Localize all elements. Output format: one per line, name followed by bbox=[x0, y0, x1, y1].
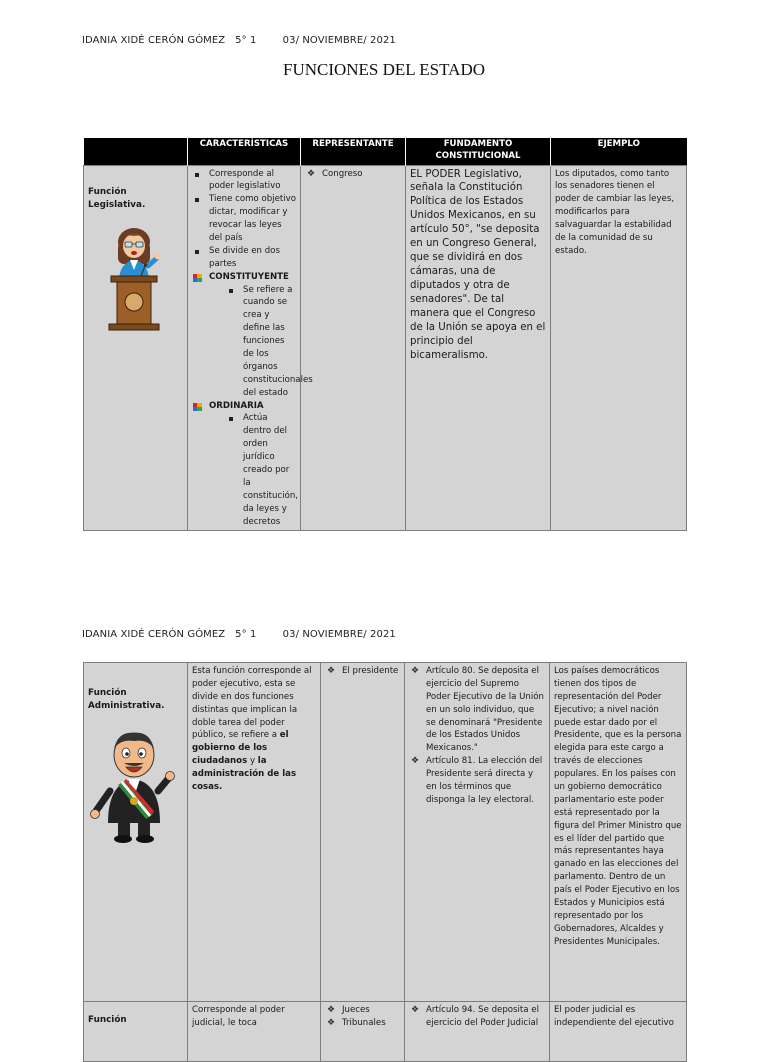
speaker-podium-illustration bbox=[101, 222, 171, 340]
caracteristicas-emphasis: la administración de las cosas. bbox=[192, 756, 297, 793]
caracteristicas-text: Corresponde al poder judicial, le toca bbox=[192, 1005, 285, 1028]
list-item: Actúa dentro del orden jurídico creado por la constitución, da leyes y decretos bbox=[226, 412, 296, 528]
caracteristicas-text: Esta función corresponde al poder ejecutivo, esta se divide en dos funciones distintas que implican la doble tarea del poder público, se refiere a bbox=[192, 666, 312, 741]
ejemplo-text: Los diputados, como tanto los senadores tienen el poder de cambiar las leyes, modificarlos para salvaguardar la estabilidad de la comunidad de su estado. bbox=[555, 168, 675, 256]
ejemplo-cell-administrativa bbox=[550, 663, 687, 1002]
student-group: 5° 1 bbox=[235, 629, 257, 640]
president-illustration bbox=[88, 725, 184, 845]
representante-cell-judicial bbox=[321, 1002, 405, 1062]
list-item: Corresponde al poder legislativo bbox=[192, 168, 296, 194]
table-row-administrativa bbox=[84, 663, 687, 1002]
functions-table-1 bbox=[83, 138, 687, 531]
list-item: ❖ Artículo 81. La elección del Presidente será directa y en los términos que disponga la ley electoral. bbox=[409, 755, 545, 807]
functions-table-2 bbox=[83, 662, 687, 1062]
representante-list bbox=[325, 665, 400, 678]
fundamento-list bbox=[409, 665, 545, 807]
representante-list bbox=[325, 1004, 400, 1030]
page-title: FUNCIONES DEL ESTADO bbox=[282, 60, 485, 79]
author-name: IDANIA XIDÉ CERÓN GÓMEZ bbox=[82, 629, 226, 640]
function-cell-legislativa bbox=[84, 165, 188, 531]
caracteristicas-cell-legislativa bbox=[188, 165, 313, 531]
document-date: 03/ NOVIEMBRE/ 2021 bbox=[282, 35, 396, 46]
caracteristicas-cell-judicial bbox=[188, 1002, 321, 1062]
list-item: ❖ Jueces bbox=[325, 1004, 400, 1017]
document-date: 03/ NOVIEMBRE/ 2021 bbox=[282, 629, 396, 640]
table-row-legislativa bbox=[84, 165, 687, 531]
header-cell-representante: REPRESENTANTE bbox=[301, 138, 406, 165]
ejemplo-cell-judicial bbox=[550, 1002, 687, 1062]
representante-cell-administrativa bbox=[321, 663, 405, 1002]
list-item: Tiene como objetivo dictar, modificar y revocar las leyes del país bbox=[192, 193, 296, 245]
fundamento-cell-judicial bbox=[405, 1002, 550, 1062]
table-row-judicial bbox=[84, 1002, 687, 1062]
header-cell-fundamento: FUNDAMENTO CONSTITUCIONAL bbox=[406, 138, 551, 165]
fundamento-text: EL PODER Legislativo, señala la Constitución Política de los Estados Unidos Mexicanos, en su artículo 50°, "se deposita en un Congreso General, que se dividirá en dos cámaras, una de diputados y otra de senadores". De tal manera que el Congreso de la Unión se apoya en el principio del bicameralismo. bbox=[410, 168, 546, 362]
subsection-label: ORDINARIA bbox=[209, 400, 264, 411]
caracteristicas-emphasis: el gobierno de los ciudadanos bbox=[192, 730, 289, 767]
constituyente-list bbox=[226, 284, 313, 400]
function-cell-administrativa bbox=[84, 663, 188, 1002]
ordinaria-list bbox=[226, 412, 299, 528]
function-name-legislativa: Función Legislativa. bbox=[88, 186, 146, 210]
fundamento-list bbox=[409, 1004, 545, 1030]
function-name-administrativa: Función Administrativa. bbox=[88, 688, 165, 712]
header-cell-function bbox=[84, 138, 188, 165]
subsection-label: CONSTITUYENTE bbox=[209, 271, 289, 282]
flag-bullet-icon bbox=[193, 274, 202, 282]
list-item: ❖ Artículo 80. Se deposita el ejercicio del Supremo Poder Ejecutivo de la Unión en un solo individuo, que se denominará "Presidente de los Estados Unidos Mexicanos." bbox=[409, 665, 545, 755]
subsection-ordinaria bbox=[192, 400, 296, 413]
subsection-constituyente bbox=[192, 271, 296, 284]
list-item: ❖ El presidente bbox=[325, 665, 400, 678]
function-cell-judicial bbox=[84, 1002, 188, 1062]
author-name: IDANIA XIDÉ CERÓN GÓMEZ bbox=[82, 35, 226, 46]
representante-list bbox=[305, 168, 401, 181]
ejemplo-cell-legislativa bbox=[551, 165, 687, 531]
table-header-row bbox=[84, 138, 687, 165]
page-header bbox=[82, 35, 396, 46]
ejemplo-text: El poder judicial es independiente del ejecutivo bbox=[554, 1005, 674, 1028]
list-item: ❖ Congreso bbox=[305, 168, 401, 181]
flag-bullet-icon bbox=[193, 403, 202, 411]
fundamento-cell-legislativa bbox=[406, 165, 551, 531]
caracteristicas-cell-administrativa bbox=[188, 663, 321, 1002]
caracteristicas-list bbox=[192, 168, 296, 271]
fundamento-cell-administrativa bbox=[405, 663, 550, 1002]
header-cell-ejemplo: EJEMPLO bbox=[551, 138, 687, 165]
function-name-judicial: Función bbox=[88, 1015, 127, 1025]
ejemplo-text: Los países democráticos tienen dos tipos de representación del Poder Ejecutivo; a nivel nación puede estar dado por el Presidente, que es la persona elegida para este cargo a través de elecciones populares. En los países con un gobierno democrático parlamentario este poder está representado por la figura del Primer Ministro que es el líder del partido que más representantes haya ganado en las elecciones del parlamento. Dentro de un país el Poder Ejecutivo en los Estados y Municipios está representado por los Gobernadores, Alcaldes y Presidentes Municipales. bbox=[554, 666, 682, 947]
student-group: 5° 1 bbox=[235, 35, 257, 46]
caracteristicas-connector: y bbox=[249, 756, 256, 767]
list-item: ❖ Tribunales bbox=[325, 1017, 400, 1030]
list-item: ❖ Artículo 94. Se deposita el ejercicio del Poder Judicial bbox=[409, 1004, 545, 1030]
list-item: Se divide en dos partes bbox=[192, 245, 296, 271]
page-header-2 bbox=[82, 629, 396, 640]
representante-cell-legislativa bbox=[301, 165, 406, 531]
header-cell-caracteristicas: CARACTERÍSTICAS bbox=[188, 138, 301, 165]
list-item: Se refiere a cuando se crea y define las funciones de los órganos constitucionales del estado bbox=[226, 284, 296, 400]
